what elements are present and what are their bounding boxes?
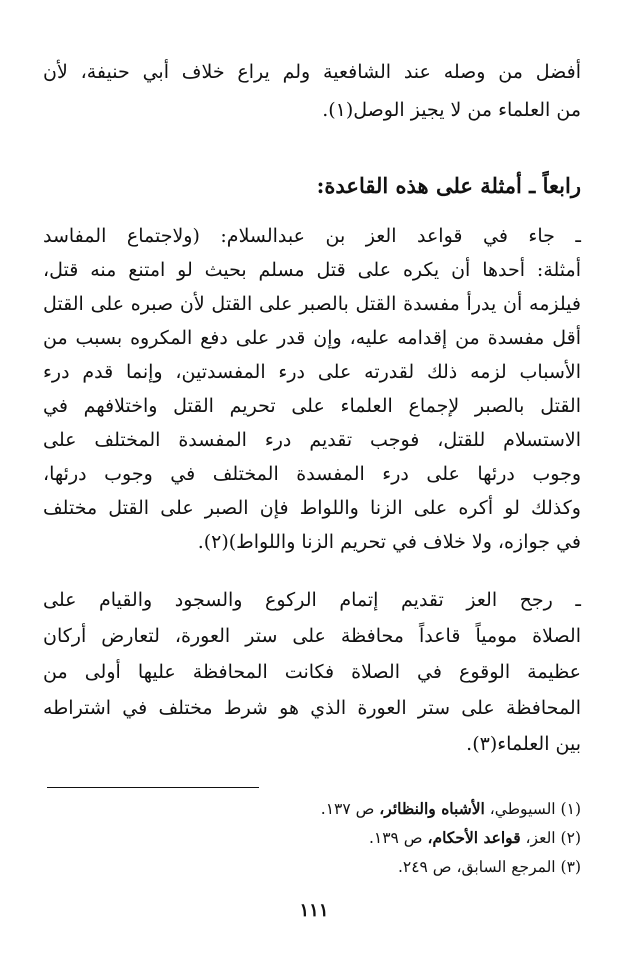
text-line: من العلماء من لا يجيز الوصل(١). (322, 99, 581, 121)
footnote-number: (١) (560, 800, 581, 818)
footnote-author: العز، (525, 829, 556, 847)
text-line: عظيمة الوقوع في الصلاة فكانت المحافظة عليها أولى من (43, 661, 581, 683)
text-line: أمثلة: أحدها أن يكره على قتل مسلم بحيث لو امتنع منه قتل، (43, 259, 581, 281)
text-line: الصلاة مومياً قاعداً محافظة على ستر العورة، لتعارض أركان (43, 625, 581, 647)
text-line: أقل مفسدة من إقدامه عليه، وإن قدر على دفع المكروه بسبب من (43, 327, 581, 349)
text-line: وكذلك لو أكره على الزنا واللواط فإن الصبر على القتل مختلف (43, 497, 581, 519)
text-line: القتل بالصبر لإجماع العلماء على تحريم القتل واختلافهم في (43, 395, 581, 417)
footnote-number: (٢) (560, 829, 581, 847)
text-line: فيلزمه أن يدرأ مفسدة القتل بالصبر على القتل لأن صبره على القتل (43, 293, 581, 315)
text-line: المحافظة على ستر العورة الذي هو شرط مختلف في اشتراطه (43, 697, 581, 719)
section-heading: رابعاً ـ أمثلة على هذه القاعدة: (316, 173, 581, 198)
text-line: في جوازه، ولا خلاف في تحريم الزنا واللواط)(٢). (197, 531, 581, 553)
text-line: ـ جاء في قواعد العز بن عبدالسلام: (ولاجتماع المفاسد (43, 225, 581, 247)
footnote-page: ص ١٣٧. (320, 800, 375, 818)
footnote-page: ص ٢٤٩. (397, 858, 452, 876)
footnote-page: ص ١٣٩. (368, 829, 423, 847)
text-line: ـ رجح العز تقديم إتمام الركوع والسجود والقيام على (43, 589, 581, 611)
footnote-author: المرجع السابق، (456, 858, 556, 876)
text-line: وجوب درئها على درء المفسدة المختلف في وجوب درئها، (43, 463, 581, 485)
footnote-number: (٣) (560, 858, 581, 876)
footnote-3 (398, 855, 581, 879)
footnote-title: الأشباه والنظائر، (379, 799, 485, 818)
page-number: ١١١ (299, 900, 329, 921)
footnote-author: السيوطي، (489, 800, 556, 818)
text-line: الاستسلام للقتل، فوجب تقديم درء المفسدة المختلف على (43, 429, 581, 451)
text-line: الأسباب لزمه ذلك لقدرته على درء المفسدتين، وإنما قدم درء (43, 361, 581, 383)
footnote-title: قواعد الأحكام، (427, 828, 521, 847)
footnote-1 (321, 797, 581, 821)
footnote-2 (369, 826, 581, 850)
footnote-separator (47, 787, 259, 788)
text-line: بين العلماء(٣). (466, 733, 581, 755)
text-line: أفضل من وصله عند الشافعية ولم يراع خلاف أبي حنيفة، لأن (43, 61, 581, 83)
